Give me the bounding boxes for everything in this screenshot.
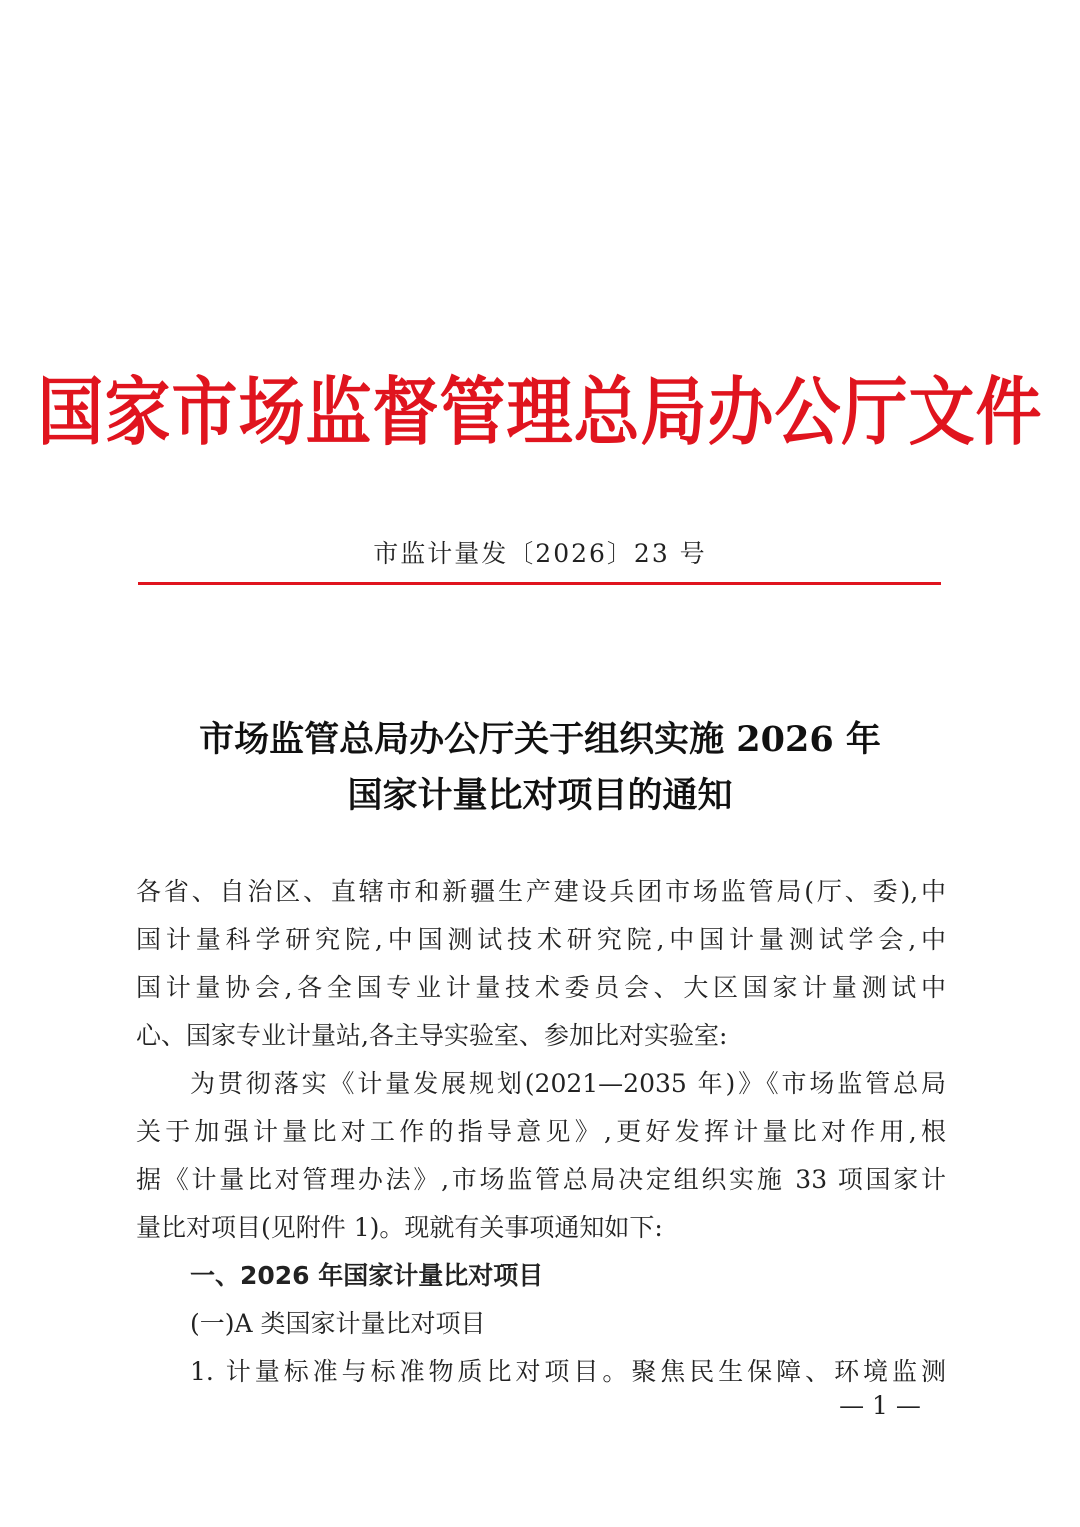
red-divider-line xyxy=(138,582,941,585)
page-number: — 1 — xyxy=(839,1391,921,1420)
masthead-title: 国家市场监督管理总局办公厅文件 xyxy=(37,369,1043,456)
intro-line-2: 关于加强计量比对工作的指导意见》,更好发挥计量比对作用,根 xyxy=(136,1117,946,1146)
addressee-paragraph xyxy=(136,868,946,1060)
addressee-line-1: 各省、自治区、直辖市和新疆生产建设兵团市场监管局(厅、委),中 xyxy=(136,877,946,906)
notice-title-line-1: 市场监管总局办公厅关于组织实施 2026 年 xyxy=(199,719,881,760)
intro-line-1: 为贯彻落实《计量发展规划(2021—2035 年)》《市场监管总局 xyxy=(190,1069,946,1098)
notice-title xyxy=(0,712,1080,824)
addressee-line-3: 国计量协会,各全国专业计量技术委员会、大区国家计量测试中 xyxy=(136,973,946,1002)
intro-line-4: 量比对项目(见附件 1)。现就有关事项通知如下: xyxy=(136,1213,663,1242)
notice-title-line-2: 国家计量比对项目的通知 xyxy=(347,775,733,816)
addressee-line-2: 国计量科学研究院,中国测试技术研究院,中国计量测试学会,中 xyxy=(136,925,946,954)
document-body xyxy=(136,868,946,1396)
subsection-heading-1: (一)A 类国家计量比对项目 xyxy=(190,1309,486,1338)
intro-paragraph xyxy=(136,1060,946,1252)
addressee-line-4: 心、国家专业计量站,各主导实验室、参加比对实验室: xyxy=(136,1021,728,1050)
intro-line-3: 据《计量比对管理办法》,市场监管总局决定组织实施 33 项国家计 xyxy=(136,1165,946,1194)
document-number: 市监计量发〔2026〕23 号 xyxy=(373,539,707,568)
section-heading-1: 一、2026 年国家计量比对项目 xyxy=(190,1261,544,1290)
item-1-line-1: 1. 计量标准与标准物质比对项目。聚焦民生保障、环境监测 xyxy=(190,1357,946,1386)
